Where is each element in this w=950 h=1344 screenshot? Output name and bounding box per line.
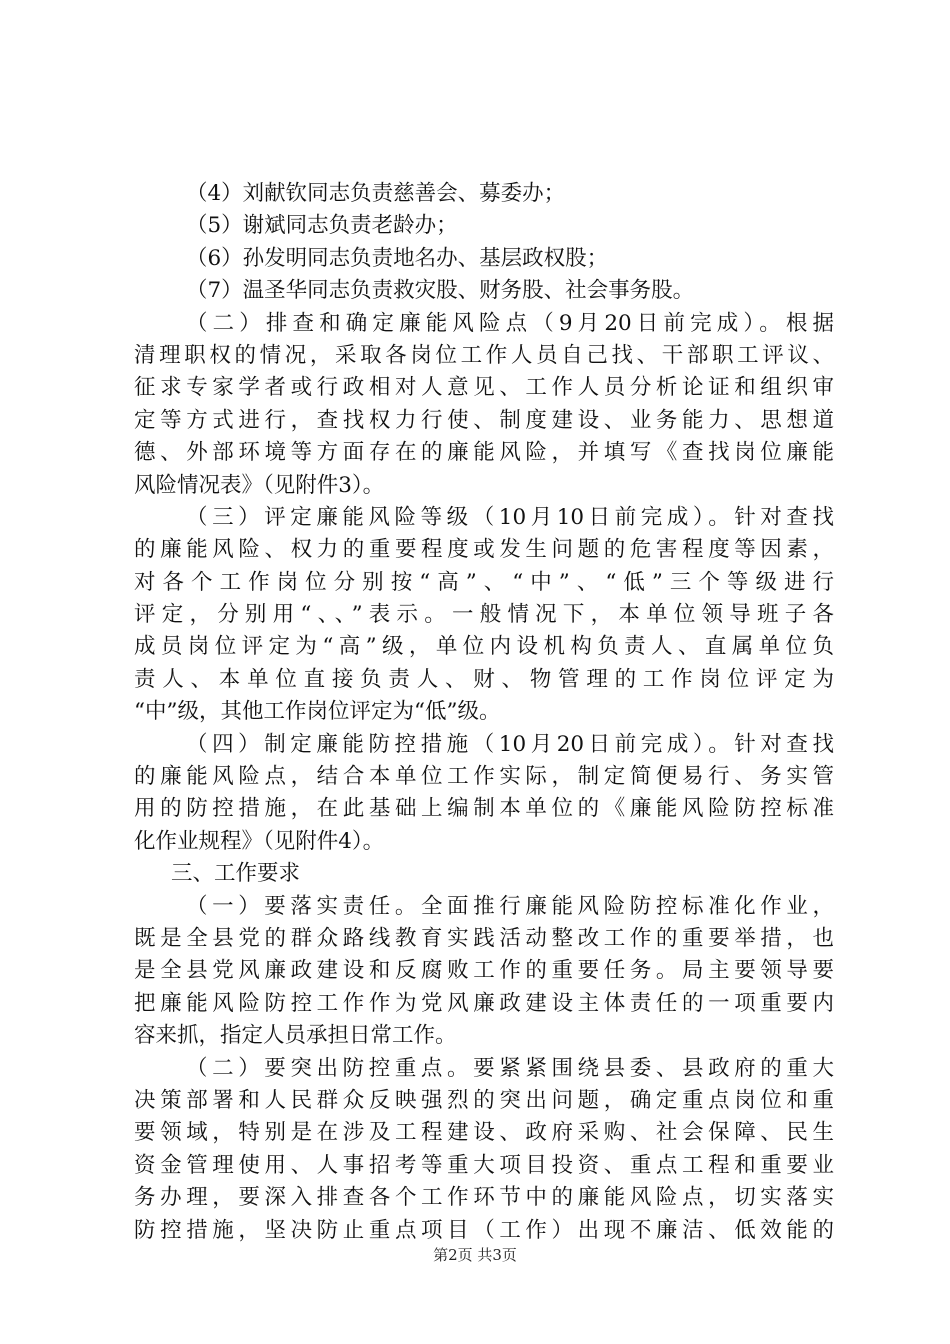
text-line: 决策部署和人民群众反映强烈的突出问题，确定重点岗位和重 — [134, 1087, 834, 1113]
text-line: （二）要突出防控重点。要紧紧围绕县委、县政府的重大 — [186, 1055, 834, 1081]
text-line: 德、外部环境等方面存在的廉能风险，并填写《查找岗位廉能 — [134, 440, 834, 466]
text-line: 成员岗位评定为“高”级，单位内设机构负责人、直属单位负 — [134, 634, 834, 660]
page-footer: 第2页 共3页 — [433, 1246, 517, 1264]
text-line: 要领域，特别是在涉及工程建设、政府采购、社会保障、民生 — [134, 1120, 834, 1146]
text-line: 资金管理使用、人事招考等重大项目投资、重点工程和重要业 — [134, 1152, 834, 1178]
text-line: 是全县党风廉政建设和反腐败工作的重要任务。局主要领导要 — [134, 958, 834, 984]
text-line: 把廉能风险防控工作作为党风廉政建设主体责任的一项重要内 — [134, 990, 834, 1016]
text-line: （5）谢斌同志负责老龄办； — [186, 213, 458, 239]
text-line: 用的防控措施，在此基础上编制本单位的《廉能风险防控标准 — [134, 796, 834, 822]
text-line: （四）制定廉能防控措施（10月20日前完成）。针对查找 — [186, 731, 834, 757]
text-line: （三）评定廉能风险等级（10月10日前完成）。针对查找 — [186, 504, 834, 530]
text-line: 评定，分别用“、、”表示。一般情况下，本单位领导班子各 — [134, 602, 834, 628]
text-line: （一）要落实责任。全面推行廉能风险防控标准化作业， — [186, 893, 834, 919]
text-line: （二）排查和确定廉能风险点（9月20日前完成）。根据 — [186, 310, 834, 336]
text-line: （7）温圣华同志负责救灾股、财务股、社会事务股。 — [186, 278, 695, 304]
text-line: 对各个工作岗位分别按“高”、“中”、“低”三个等级进行 — [134, 569, 834, 595]
text-line: 的廉能风险、权力的重要程度或发生问题的危害程度等因素， — [134, 537, 834, 563]
document-body — [134, 178, 834, 1247]
section-heading: 三、工作要求 — [171, 861, 301, 887]
text-line: 风险情况表》（见附件3）。 — [134, 472, 385, 498]
text-line: 清理职权的情况，采取各岗位工作人员自己找、干部职工评议、 — [134, 342, 834, 368]
text-line: 责人、本单位直接负责人、财、物管理的工作岗位评定为 — [134, 666, 834, 692]
text-line: （4）刘献钦同志负责慈善会、募委办； — [186, 181, 566, 206]
text-line: 容来抓，指定人员承担日常工作。 — [134, 1023, 457, 1049]
text-line: 的廉能风险点，结合本单位工作实际，制定简便易行、务实管 — [134, 764, 834, 790]
text-line: 定等方式进行，查找权力行使、制度建设、业务能力、思想道 — [134, 407, 834, 433]
text-line: 化作业规程》（见附件4）。 — [134, 828, 385, 854]
text-line: “中”级，其他工作岗位评定为“低”级。 — [134, 699, 501, 725]
text-line: 务办理，要深入排查各个工作环节中的廉能风险点，切实落实 — [134, 1185, 834, 1211]
text-line: 既是全县党的群众路线教育实践活动整改工作的重要举措，也 — [134, 925, 834, 951]
text-line: （6）孙发明同志负责地名办、基层政权股； — [186, 245, 609, 271]
text-line: 征求专家学者或行政相对人意见、工作人员分析论证和组织审 — [134, 375, 834, 401]
text-line: 防控措施，坚决防止重点项目（工作）出现不廉洁、低效能的 — [134, 1217, 834, 1243]
